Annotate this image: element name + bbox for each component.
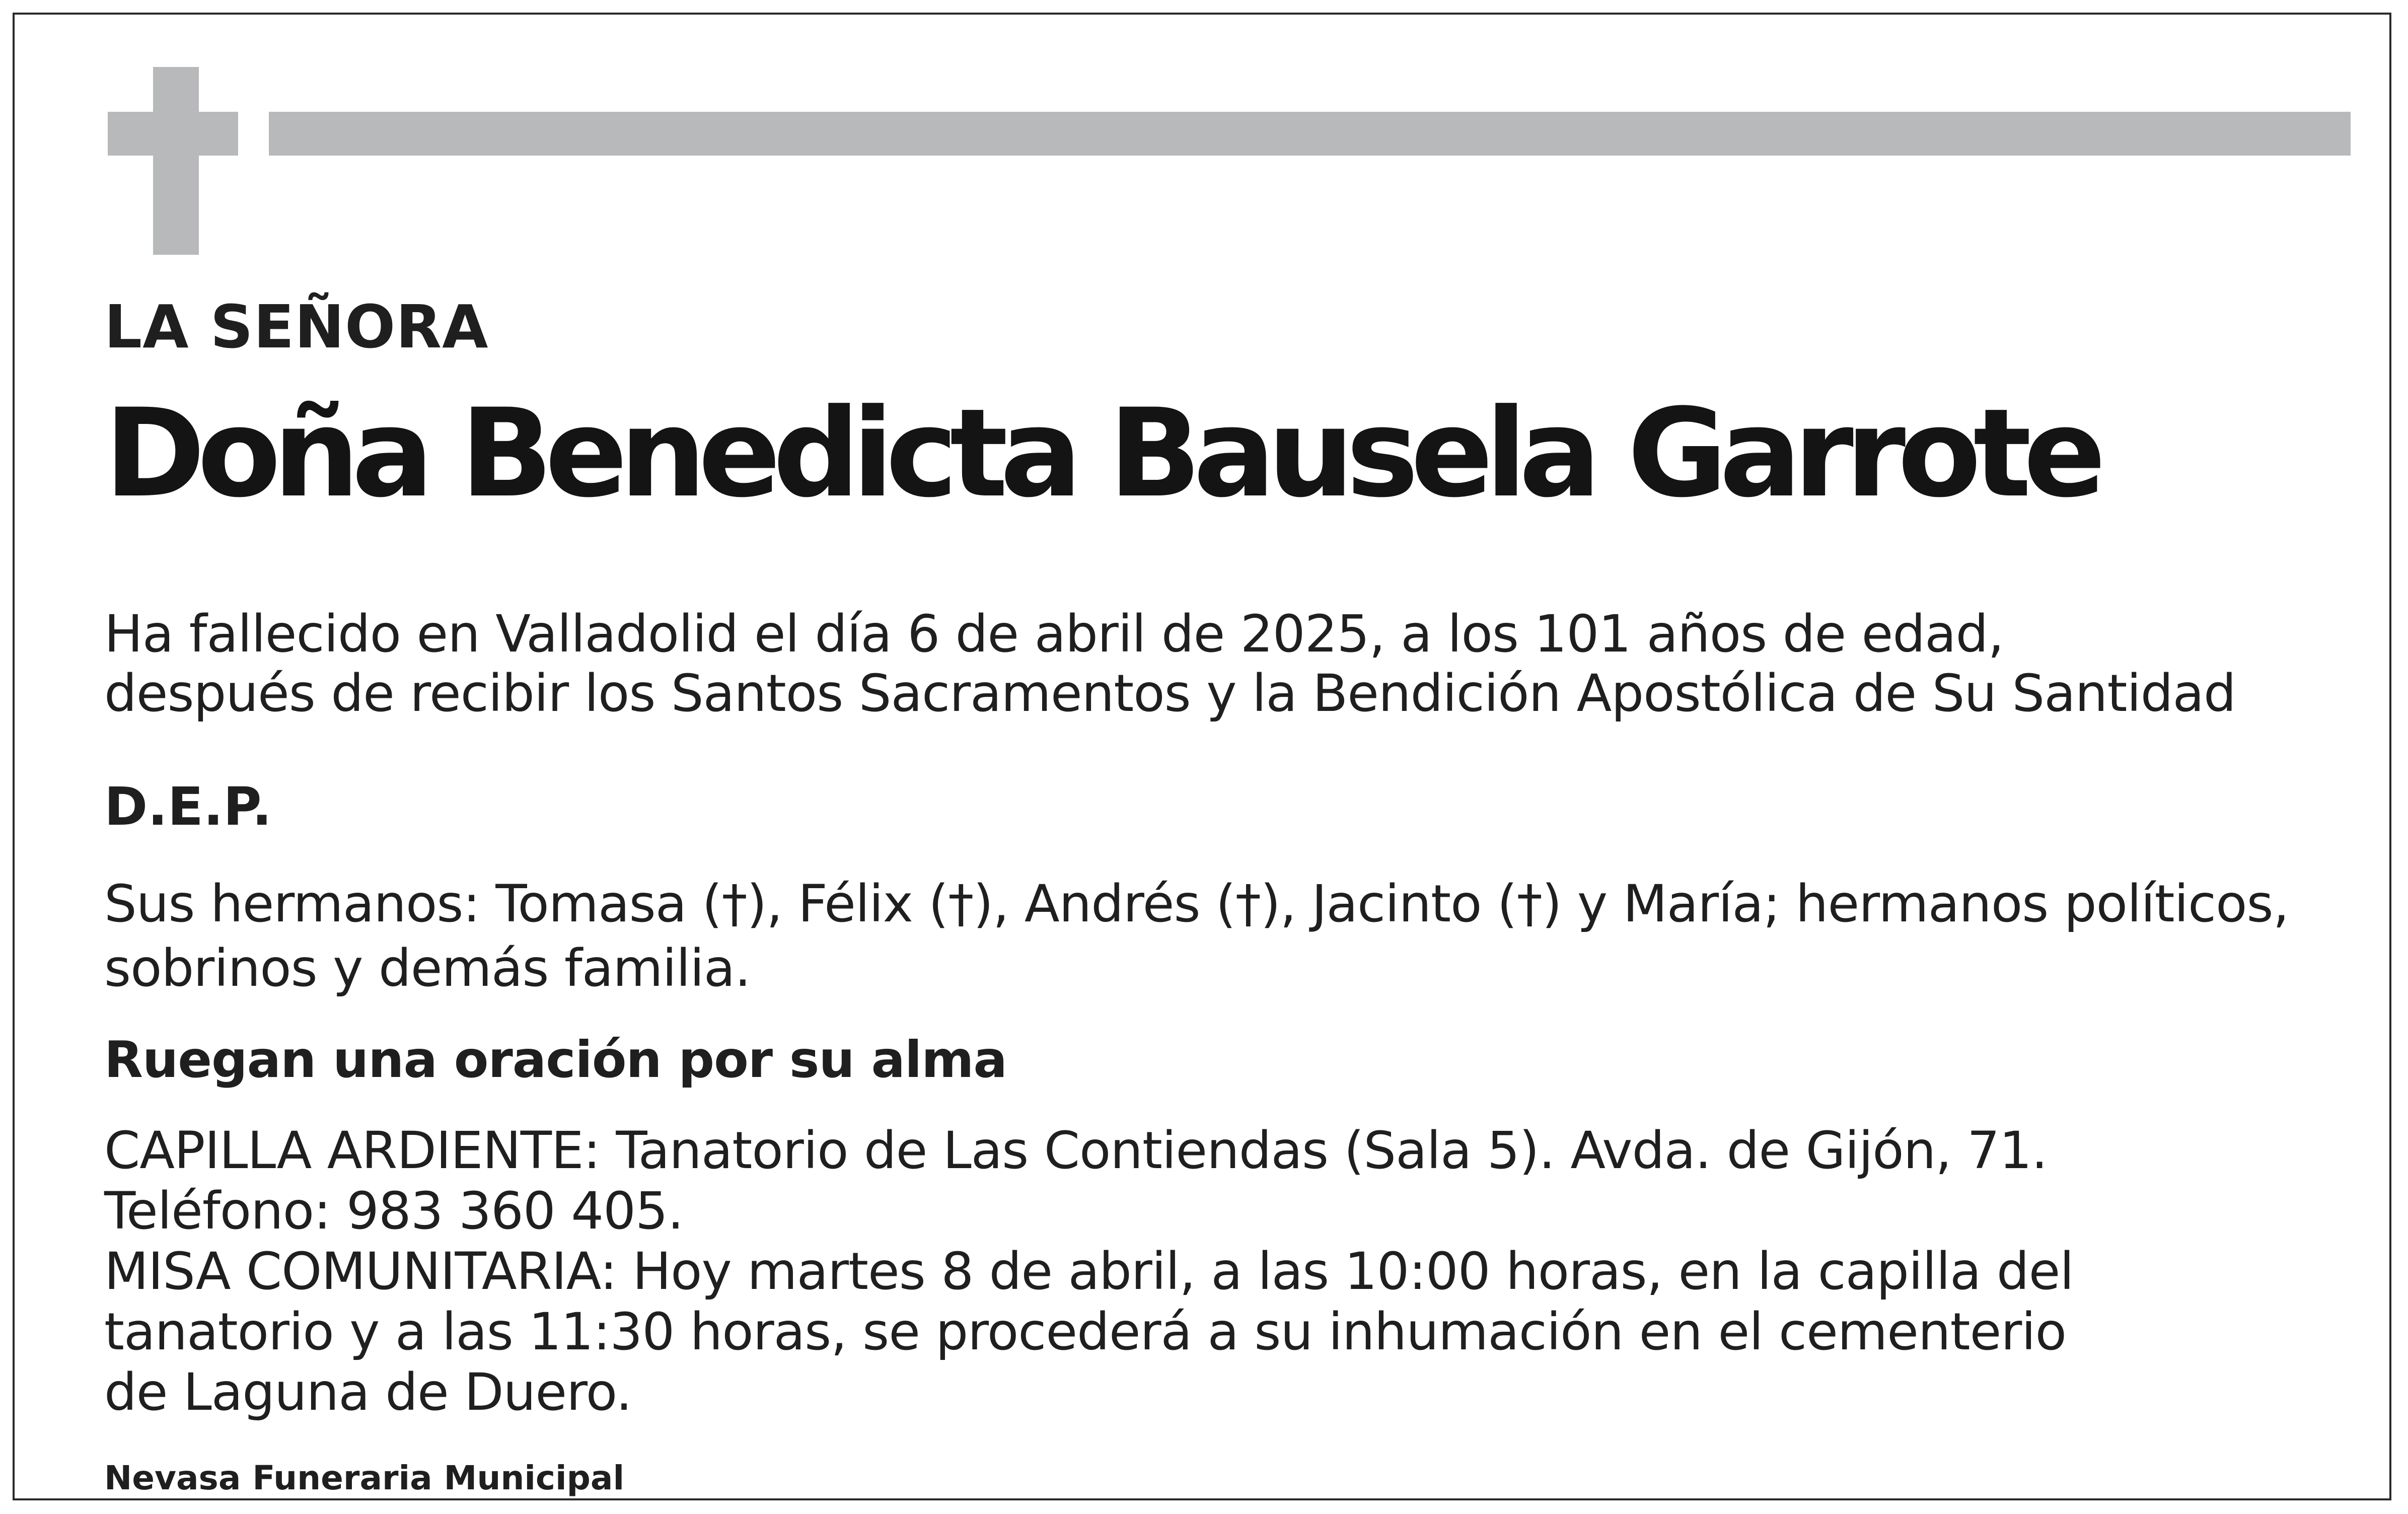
funeral-home-name: Nevasa Funeraria Municipal	[104, 1459, 625, 1497]
service-line: MISA COMUNITARIA: Hoy martes 8 de abril, a las 10:00 horas, en la capilla del	[104, 1242, 2074, 1302]
service-line: tanatorio y a las 11:30 horas, se procederá a su inhumación en el cementerio	[104, 1302, 2067, 1362]
obituary-notice	[13, 13, 2391, 1500]
family-line: Sus hermanos: Tomasa (†), Félix (†), Andrés (†), Jacinto (†) y María; hermanos políticos,	[104, 874, 2289, 934]
cross-horizontal-beam	[108, 112, 238, 156]
header-rule	[269, 112, 2351, 156]
header-label: LA SEÑORA	[104, 292, 489, 362]
prayer-request: Ruegan una oración por su alma	[104, 1030, 1007, 1089]
service-line: de Laguna de Duero.	[104, 1362, 632, 1422]
service-line: CAPILLA ARDIENTE: Tanatorio de Las Contiendas (Sala 5). Avda. de Gijón, 71.	[104, 1121, 2048, 1181]
service-line: Teléfono: 983 360 405.	[104, 1181, 684, 1241]
family-line: sobrinos y demás familia.	[104, 939, 751, 998]
rip-label: D.E.P.	[104, 776, 272, 837]
death-announcement-line: Ha fallecido en Valladolid el día 6 de abril de 2025, a los 101 años de edad,	[104, 604, 2004, 664]
cross-vertical-beam	[153, 67, 199, 255]
death-announcement-line: después de recibir los Santos Sacramentos y la Bendición Apostólica de Su Santidad	[104, 664, 2236, 724]
deceased-name: Doña Benedicta Bausela Garrote	[104, 383, 2098, 525]
